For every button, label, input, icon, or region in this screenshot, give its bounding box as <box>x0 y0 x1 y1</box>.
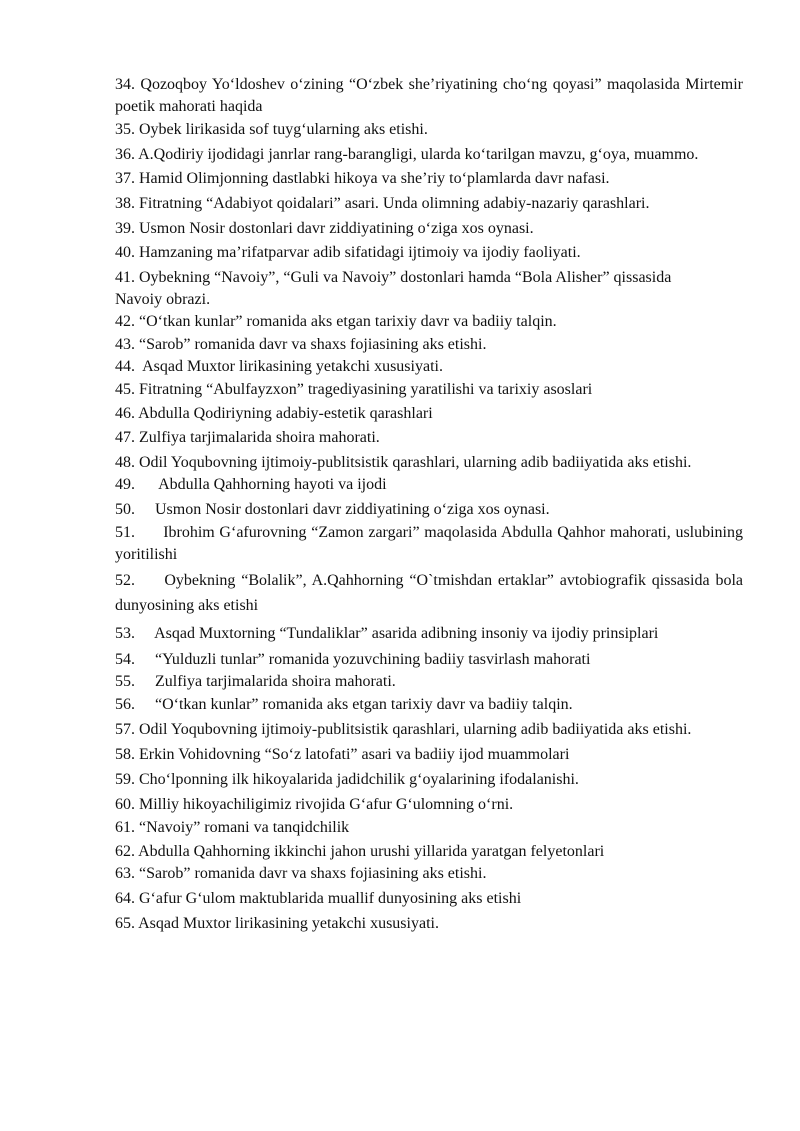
list-item: 59. Cho‘lponning ilk hikoyalarida jadidchilik g‘oyalarining ifodalanishi. <box>115 771 579 789</box>
list-item: 39. Usmon Nosir dostonlari davr ziddiyatining o‘ziga xos oynasi. <box>115 220 534 238</box>
list-item: 37. Hamid Olimjonning dastlabki hikoya va she’riy to‘plamlarda davr nafasi. <box>115 169 610 187</box>
list-item: 52. Oybekning “Bolalik”, A.Qahhorning “O`tmishdan ertaklar” avtobiografik qissasida bola dunyosining aks etishi <box>115 572 747 615</box>
list-item: 61. “Navoiy” romani va tanqidchilik <box>115 819 350 837</box>
list-item: 53. Asqad Muxtorning “Tundaliklar” asarida adibning insoniy va ijodiy prinsiplari <box>115 625 659 643</box>
list-item: 62. Abdulla Qahhorning ikkinchi jahon urushi yillarida yaratgan felyetonlari <box>115 842 605 860</box>
list-item: 60. Milliy hikoyachiligimiz rivojida G‘afur G‘ulomning o‘rni. <box>115 796 514 814</box>
list-item: 56. “O‘tkan kunlar” romanida aks etgan tarixiy davr va badiiy talqin. <box>115 695 573 713</box>
list-item: 34. Qozoqboy Yo‘ldoshev o‘zining “O‘zbek she’riyatining cho‘ng qoyasi” maqolasida Mirtemir poetik mahorati haqida <box>115 76 743 116</box>
list-item: 55. Zulfiya tarjimalarida shoira mahorati. <box>115 673 396 691</box>
list-item: 58. Erkin Vohidovning “So‘z latofati” asari va badiiy ijod muammolari <box>115 745 570 763</box>
list-item: 35. Oybek lirikasida sof tuyg‘ularning aks etishi. <box>115 121 428 139</box>
list-item: 40. Hamzaning ma’rifatparvar adib sifatidagi ijtimoiy va ijodiy faoliyati. <box>115 244 581 262</box>
list-item: 49. Abdulla Qahhorning hayoti va ijodi <box>115 476 387 494</box>
topic-list <box>115 74 747 936</box>
list-item: 54. “Yulduzli tunlar” romanida yozuvchining badiiy tasvirlash mahorati <box>115 651 591 669</box>
list-item: 42. “O‘tkan kunlar” romanida aks etgan tarixiy davr va badiiy talqin. <box>115 313 557 331</box>
list-item: 64. G‘afur G‘ulom maktublarida muallif dunyosining aks etishi <box>115 890 522 908</box>
list-item: 44. Asqad Muxtor lirikasining yetakchi xususiyati. <box>115 358 443 376</box>
list-item: 65. Asqad Muxtor lirikasining yetakchi xususiyati. <box>115 915 439 933</box>
list-item: 45. Fitratning “Abulfayzxon” tragediyasining yaratilishi va tarixiy asoslari <box>115 380 593 398</box>
list-item: 41. Oybekning “Navoiy”, “Guli va Navoiy” dostonlari hamda “Bola Alisher” qissasida Navoiy obrazi. <box>115 268 672 308</box>
list-item: 50. Usmon Nosir dostonlari davr ziddiyatining o‘ziga xos oynasi. <box>115 500 550 518</box>
list-item: 43. “Sarob” romanida davr va shaxs fojiasining aks etishi. <box>115 336 487 354</box>
list-item: 48. Odil Yoqubovning ijtimoiy-publitsistik qarashlari, ularning adib badiiyatida aks etishi. <box>115 454 692 472</box>
list-item: 57. Odil Yoqubovning ijtimoiy-publitsistik qarashlari, ularning adib badiiyatida aks etishi. <box>115 720 692 738</box>
list-item: 47. Zulfiya tarjimalarida shoira mahorati. <box>115 429 380 447</box>
list-item: 51. Ibrohim G‘afurovning “Zamon zargari” maqolasida Abdulla Qahhor mahorati, uslubining yoritilishi <box>115 523 747 564</box>
list-item: 38. Fitratning “Adabiyot qoidalari” asari. Unda olimning adabiy-nazariy qarashlari. <box>115 195 650 213</box>
list-item: 46. Abdulla Qodiriyning adabiy-estetik qarashlari <box>115 404 433 422</box>
list-item: 63. “Sarob” romanida davr va shaxs fojiasining aks etishi. <box>115 864 487 882</box>
list-item: 36. A.Qodiriy ijodidagi janrlar rang-barangligi, ularda ko‘tarilgan mavzu, g‘oya, muammo. <box>115 145 699 163</box>
